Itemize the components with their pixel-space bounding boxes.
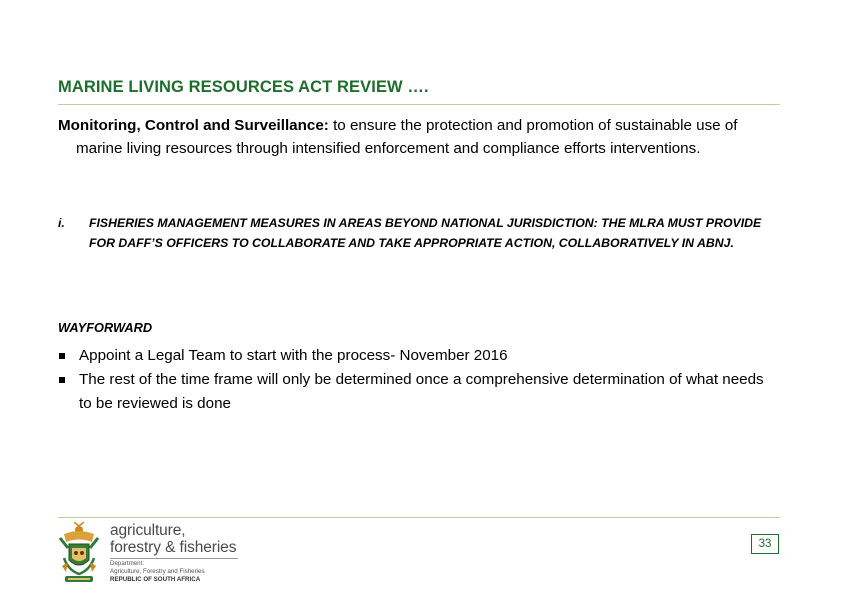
intro-lead: Monitoring, Control and Surveillance: xyxy=(58,117,329,134)
list-item xyxy=(58,344,778,368)
page-number: 33 xyxy=(751,534,779,554)
logo-country: REPUBLIC OF SOUTH AFRICA xyxy=(110,576,201,583)
bullet-text: The rest of the time frame will only be determined once a comprehensive determination of what needs to be reviewed is done xyxy=(79,371,764,412)
slide-title: MARINE LIVING RESOURCES ACT REVIEW …. xyxy=(58,78,429,96)
logo-line-2: forestry & fisheries xyxy=(110,539,237,556)
intro-paragraph xyxy=(58,114,778,160)
list-item xyxy=(58,368,778,416)
department-logo xyxy=(56,522,246,586)
footer-divider xyxy=(58,517,780,518)
item-number: i. xyxy=(58,216,65,230)
item-text: FISHERIES MANAGEMENT MEASURES IN AREAS BEYOND NATIONAL JURISDICTION: THE MLRA MUST PROVIDE FOR DAFF’S OFFICERS TO COLLABORATE AND TAKE APPROPRIATE ACTION, COLLABORATIVELY IN ABNJ. xyxy=(89,216,762,250)
logo-line-1: agriculture, xyxy=(110,522,186,539)
numbered-item xyxy=(58,213,778,253)
coat-of-arms-icon xyxy=(56,522,102,586)
wayforward-heading: WAYFORWARD xyxy=(58,320,153,335)
bullet-text: Appoint a Legal Team to start with the process- November 2016 xyxy=(79,347,508,364)
bullet-square-icon xyxy=(59,377,65,383)
intro-body: to ensure the protection and promotion of sustainable use of marine living resources through intensified enforcement and compliance efforts interventions. xyxy=(76,117,738,157)
title-divider xyxy=(58,104,780,105)
bullet-square-icon xyxy=(59,353,65,359)
bullet-list xyxy=(58,344,778,416)
logo-department-label: Department: xyxy=(110,560,145,567)
logo-divider xyxy=(110,558,238,559)
logo-department-name: Agriculture, Forestry and Fisheries xyxy=(110,568,205,575)
